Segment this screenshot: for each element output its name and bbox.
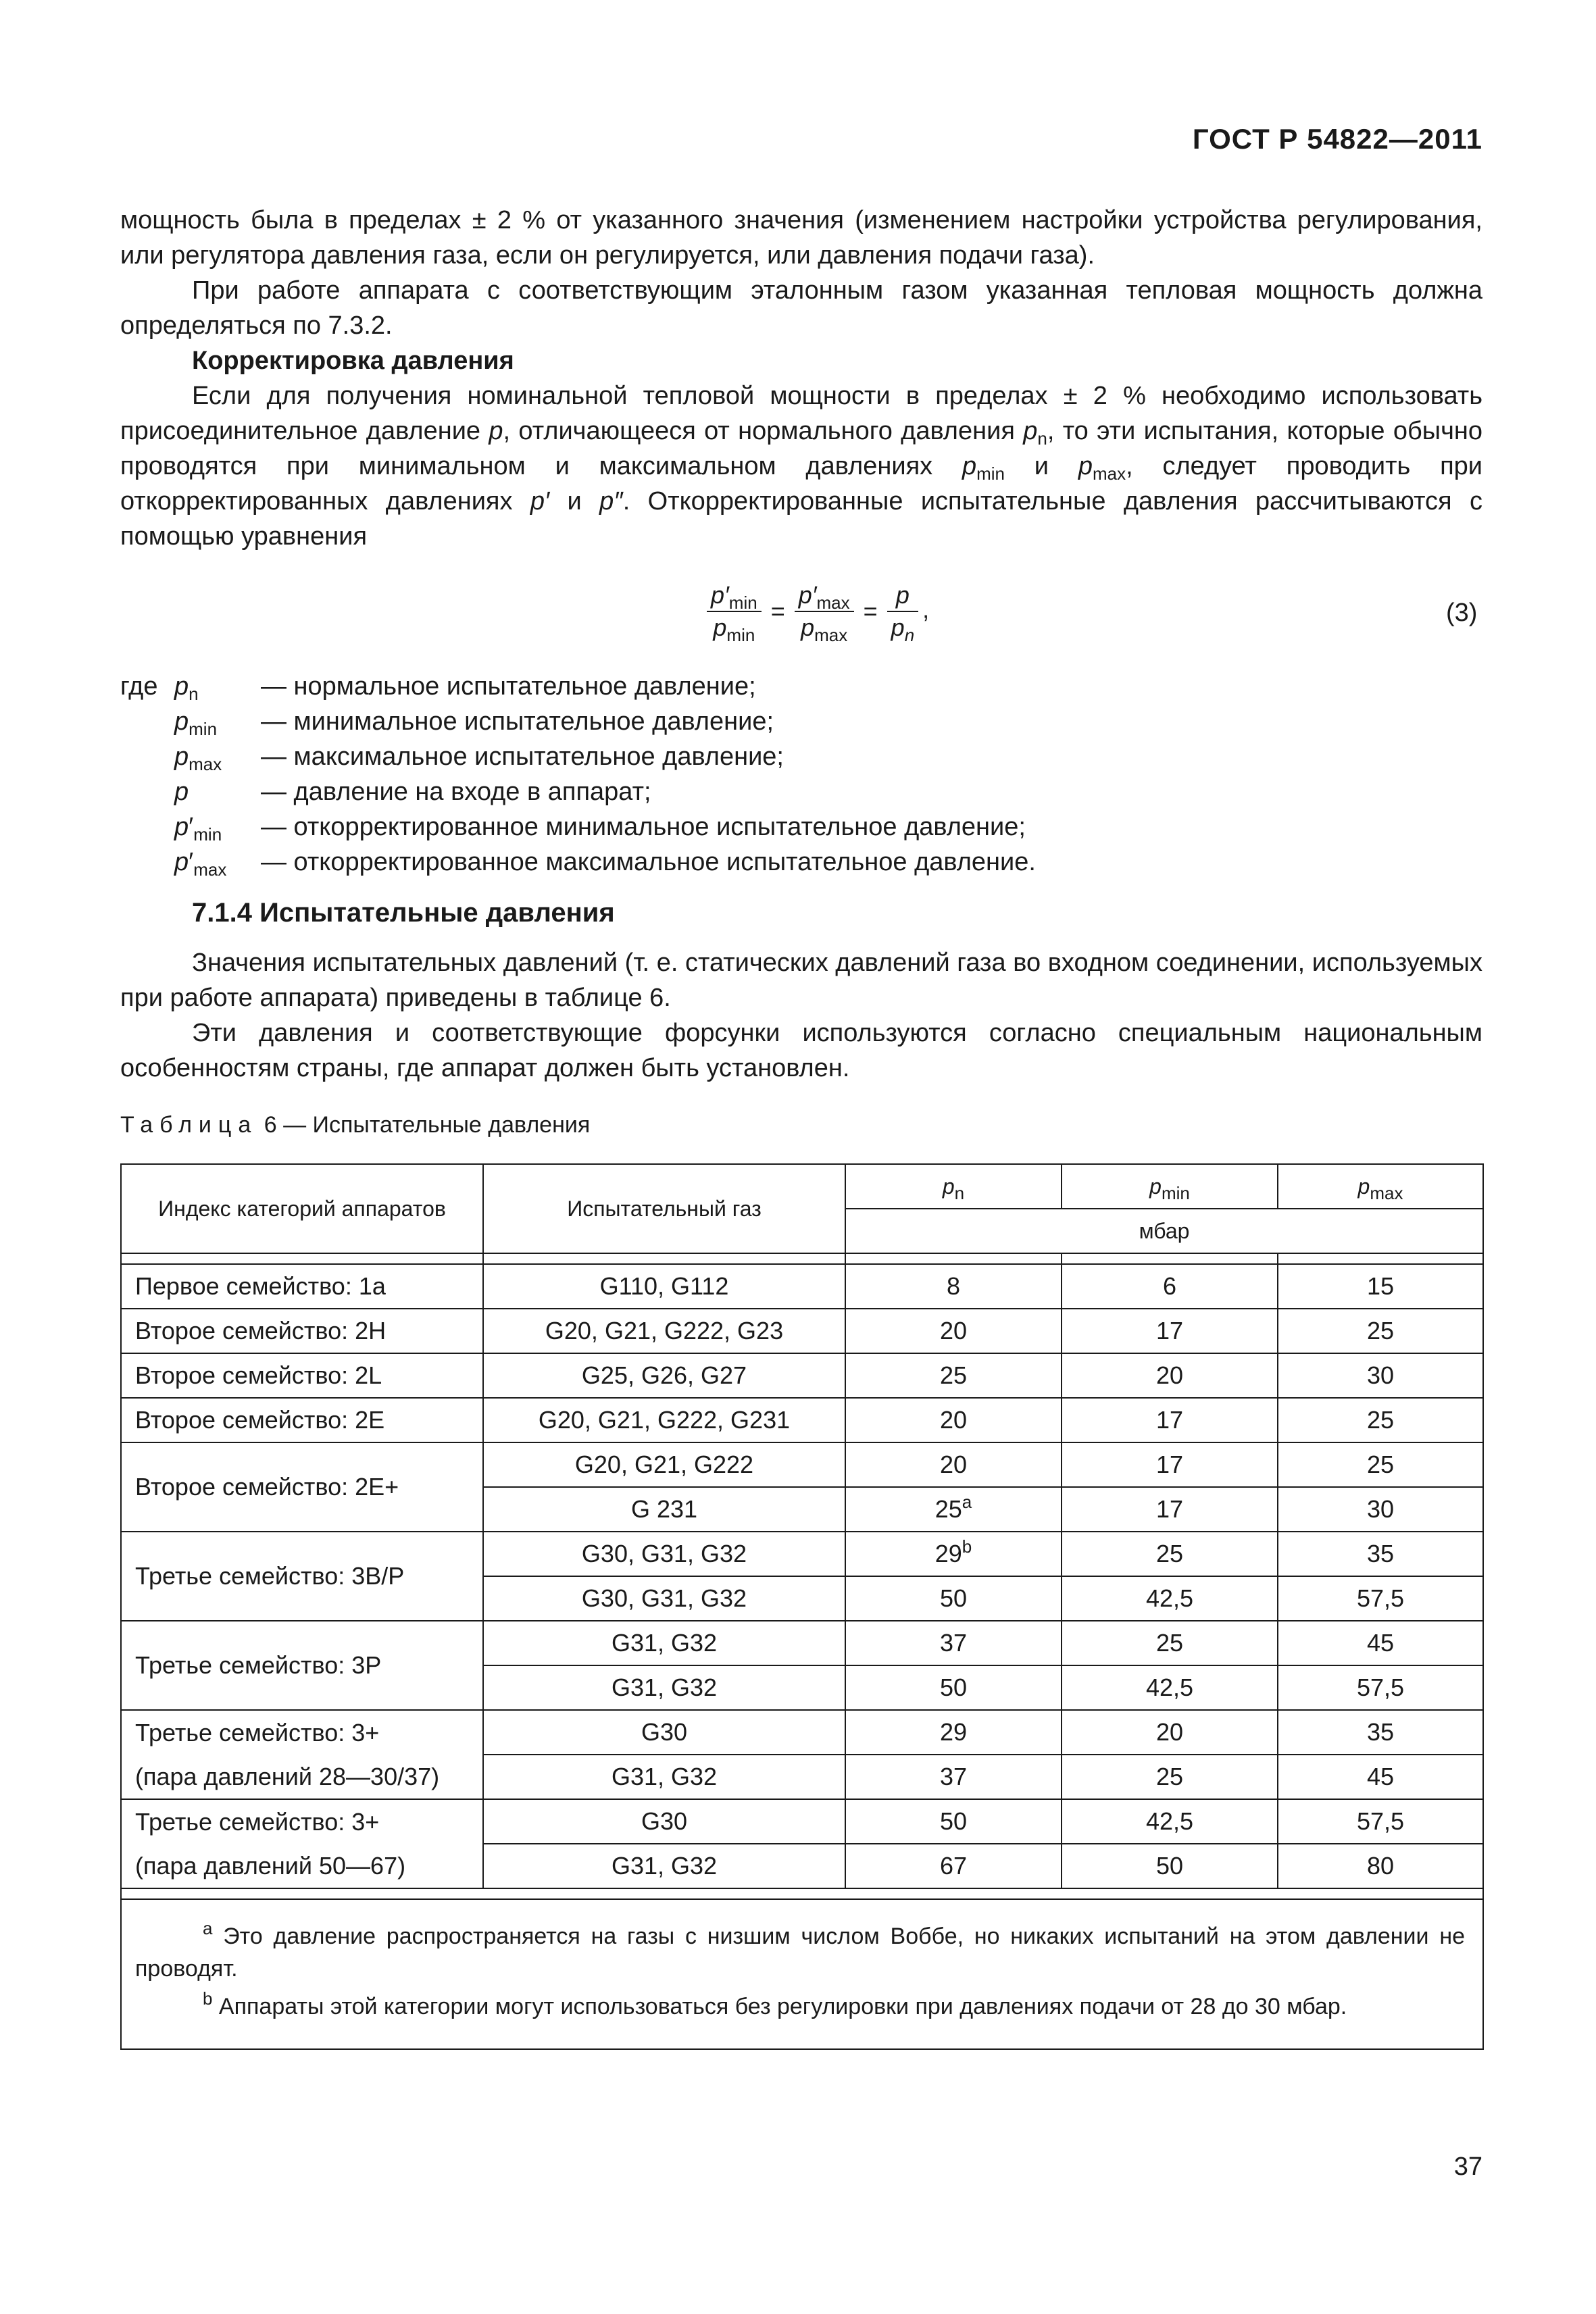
cell-pmin: 50: [1062, 1844, 1278, 1888]
legend-where: [120, 845, 174, 880]
cell-pmin: 17: [1062, 1309, 1278, 1353]
legend-symbol: $p'_{max}$: [174, 848, 227, 880]
cell-pn: 37: [845, 1755, 1062, 1799]
cell-gas: G20, G21, G222, G23: [483, 1309, 845, 1353]
cell-pmin: 25: [1062, 1532, 1278, 1576]
document-header: ГОСТ Р 54822—2011: [1192, 123, 1482, 155]
paragraph-test-pressures: Значения испытательных давлений (т. е. статических давлений газа во входном соединении, используемых при работе аппарата) приведены в таблице 6.: [120, 949, 1482, 1012]
cell-gas: G30: [483, 1799, 845, 1844]
header-pn: $p_n$: [845, 1164, 1062, 1209]
cell-pn: 50: [845, 1665, 1062, 1710]
test-pressures-table: [120, 1163, 1484, 2050]
legend-item: [120, 704, 1036, 739]
cell-pmax: 45: [1278, 1621, 1483, 1665]
legend-item: [120, 739, 1036, 774]
cell-pmax: 30: [1278, 1487, 1483, 1532]
equation-3: $\frac{p'_{min}}{p_{min}}$ = $\frac{p'_{max}}{p_{max}}$ = $\frac{p}{p_n}$ ,: [703, 581, 973, 662]
cell-gas: G25, G26, G27: [483, 1353, 845, 1398]
cell-gas: G30, G31, G32: [483, 1532, 845, 1576]
cell-category: Второе семейство: 2L: [121, 1353, 483, 1398]
legend-where: [120, 809, 174, 845]
legend-item: [120, 774, 1036, 809]
table-row: [121, 1621, 1483, 1665]
table-row: [121, 1710, 1483, 1755]
table-row: [121, 1442, 1483, 1487]
cell-category: Третье семейство: 3+: [121, 1710, 483, 1755]
cell-pmax: 25: [1278, 1398, 1483, 1442]
cell-pmax: 15: [1278, 1264, 1483, 1309]
cell-pmin: 17: [1062, 1487, 1278, 1532]
legend-description: — максимальное испытательное давление;: [261, 743, 784, 771]
header-category: Индекс категорий аппаратов: [121, 1164, 483, 1253]
cell-gas: G30: [483, 1710, 845, 1755]
cell-pmin: 25: [1062, 1621, 1278, 1665]
cell-category: Второе семейство: 2H: [121, 1309, 483, 1353]
legend-symbol: $p'_{min}$: [174, 813, 222, 845]
cell-pmax: 57,5: [1278, 1799, 1483, 1844]
cell-category: Второе семейство: 2E+: [121, 1442, 483, 1532]
cell-pmin: 42,5: [1062, 1665, 1278, 1710]
cell-category: Второе семейство: 2E: [121, 1398, 483, 1442]
legend-symbol: $p_{min}$: [174, 707, 218, 739]
cell-pn: 29$^b$: [845, 1532, 1062, 1576]
cell-pmax: 25: [1278, 1442, 1483, 1487]
legend-where: [120, 739, 174, 774]
cell-gas: G20, G21, G222: [483, 1442, 845, 1487]
cell-pmin: 42,5: [1062, 1576, 1278, 1621]
symbol-legend: [120, 669, 1036, 880]
legend-description: — откорректированное минимальное испытательное давление;: [261, 813, 1026, 841]
cell-pn: 67: [845, 1844, 1062, 1888]
legend-item: [120, 809, 1036, 845]
legend-description: — давление на входе в аппарат;: [261, 778, 651, 806]
cell-pmax: 45: [1278, 1755, 1483, 1799]
equation-number: (3): [1446, 599, 1478, 627]
cell-pmin: 25: [1062, 1755, 1278, 1799]
legend-description: — нормальное испытательное давление;: [261, 672, 756, 701]
body-text-top: [120, 203, 1482, 554]
cell-pmin: 20: [1062, 1710, 1278, 1755]
cell-pn: 29: [845, 1710, 1062, 1755]
cell-gas: G30, G31, G32: [483, 1576, 845, 1621]
cell-category: Третье семейство: 3+: [121, 1799, 483, 1844]
legend-description: — откорректированное максимальное испытательное давление.: [261, 848, 1036, 876]
page-number: 37: [1453, 2153, 1482, 2181]
cell-category: Третье семейство: 3B/P: [121, 1532, 483, 1621]
cell-gas: G31, G32: [483, 1621, 845, 1665]
legend-symbol: $p_n$: [174, 672, 199, 704]
cell-pmax: 30: [1278, 1353, 1483, 1398]
header-gas: Испытательный газ: [483, 1164, 845, 1253]
cell-pn: 50: [845, 1799, 1062, 1844]
fraction-pmin: $\frac{p'_{min}}{p_{min}}$: [707, 581, 762, 642]
table-row: [121, 1398, 1483, 1442]
cell-pmax: 57,5: [1278, 1665, 1483, 1710]
section-title: 7.1.4 Испытательные давления: [192, 898, 615, 928]
table-caption: Таблица 6 — Испытательные давления: [120, 1112, 591, 1138]
cell-pn: 20: [845, 1442, 1062, 1487]
fraction-pmax: $\frac{p'_{max}}{p_{max}}$: [795, 581, 854, 642]
cell-pn: 37: [845, 1621, 1062, 1665]
cell-gas: G31, G32: [483, 1844, 845, 1888]
table-footnotes: [121, 1899, 1483, 2049]
legend-where: [120, 774, 174, 809]
legend-item: [120, 669, 1036, 704]
cell-pmax: 35: [1278, 1532, 1483, 1576]
cell-pmax: 57,5: [1278, 1576, 1483, 1621]
cell-category: (пара давлений 28—30/37): [121, 1755, 483, 1799]
table-row: [121, 1264, 1483, 1309]
cell-pn: 25: [845, 1353, 1062, 1398]
footnote: $^a$ Это давление распространяется на газы с низшим числом Воббе, но никаких испытаний на этом давлении не проводят.: [135, 1918, 1465, 1982]
cell-pmin: 20: [1062, 1353, 1278, 1398]
cell-pn: 20: [845, 1309, 1062, 1353]
cell-category: Первое семейство: 1a: [121, 1264, 483, 1309]
heading-pressure-correction: Корректировка давления: [192, 347, 514, 375]
cell-pmin: 17: [1062, 1442, 1278, 1487]
footnote: $^b$ Аппараты этой категории могут использоваться без регулировки при давлениях подачи от 28 до 30 мбар.: [203, 1988, 1347, 2019]
legend-description: — минимальное испытательное давление;: [261, 707, 774, 736]
paragraph-power-tolerance: мощность была в пределах ± 2 % от указанного значения (изменением настройки устройства регулирования, или регулятора давления газа, если он регулируется, или давления подачи газа).: [120, 206, 1482, 270]
cell-pmin: 17: [1062, 1398, 1278, 1442]
header-pmax: $p_{max}$: [1278, 1164, 1483, 1209]
table-row: [121, 1353, 1483, 1398]
cell-pmin: 42,5: [1062, 1799, 1278, 1844]
table-row: [121, 1799, 1483, 1844]
cell-pmin: 6: [1062, 1264, 1278, 1309]
cell-gas: G31, G32: [483, 1665, 845, 1710]
cell-gas: G 231: [483, 1487, 845, 1532]
header-unit: мбар: [845, 1209, 1483, 1253]
paragraph-nozzles: Эти давления и соответствующие форсунки используются согласно специальным национальным особенностям страны, где аппарат должен быть установлен.: [120, 1019, 1482, 1082]
cell-pn: 25$^a$: [845, 1487, 1062, 1532]
cell-pn: 20: [845, 1398, 1062, 1442]
cell-pmax: 35: [1278, 1710, 1483, 1755]
legend-symbol: $p_{max}$: [174, 743, 222, 774]
legend-where: [120, 704, 174, 739]
cell-category: (пара давлений 50—67): [121, 1844, 483, 1888]
fraction-p: $\frac{p}{p_n}$: [887, 581, 919, 642]
cell-pn: 8: [845, 1264, 1062, 1309]
cell-gas: G31, G32: [483, 1755, 845, 1799]
cell-pn: 50: [845, 1576, 1062, 1621]
paragraph-reference-gas: При работе аппарата с соответствующим эталонным газом указанная тепловая мощность должна определяться по 7.3.2.: [120, 276, 1482, 340]
table-row: [121, 1844, 1483, 1888]
cell-gas: G110, G112: [483, 1264, 845, 1309]
cell-pmax: 25: [1278, 1309, 1483, 1353]
legend-symbol: p: [174, 778, 189, 806]
cell-pmax: 80: [1278, 1844, 1483, 1888]
legend-where: где: [120, 672, 158, 701]
body-text-section: [120, 895, 1482, 1086]
cell-gas: G20, G21, G222, G231: [483, 1398, 845, 1442]
table-row: [121, 1309, 1483, 1353]
paragraph-pressure-correction: Если для получения номинальной тепловой мощности в пределах ± 2 % необходимо использовать присоединительное давление p, отличающееся от нормального давления $p_n$, то эти испытания, которые обычно проводятся при минимальном и максимальном давлениях $p_{min}$ и $p_{max}$, следует проводить при откорректированных давлениях p′ и p″. Откорректированные испытательные давления рассчитываются с помощью уравнения: [120, 382, 1483, 551]
header-pmin: $p_{min}$: [1062, 1164, 1278, 1209]
cell-category: Третье семейство: 3P: [121, 1621, 483, 1710]
table-row: [121, 1755, 1483, 1799]
legend-item: [120, 845, 1036, 880]
table-row: [121, 1532, 1483, 1576]
